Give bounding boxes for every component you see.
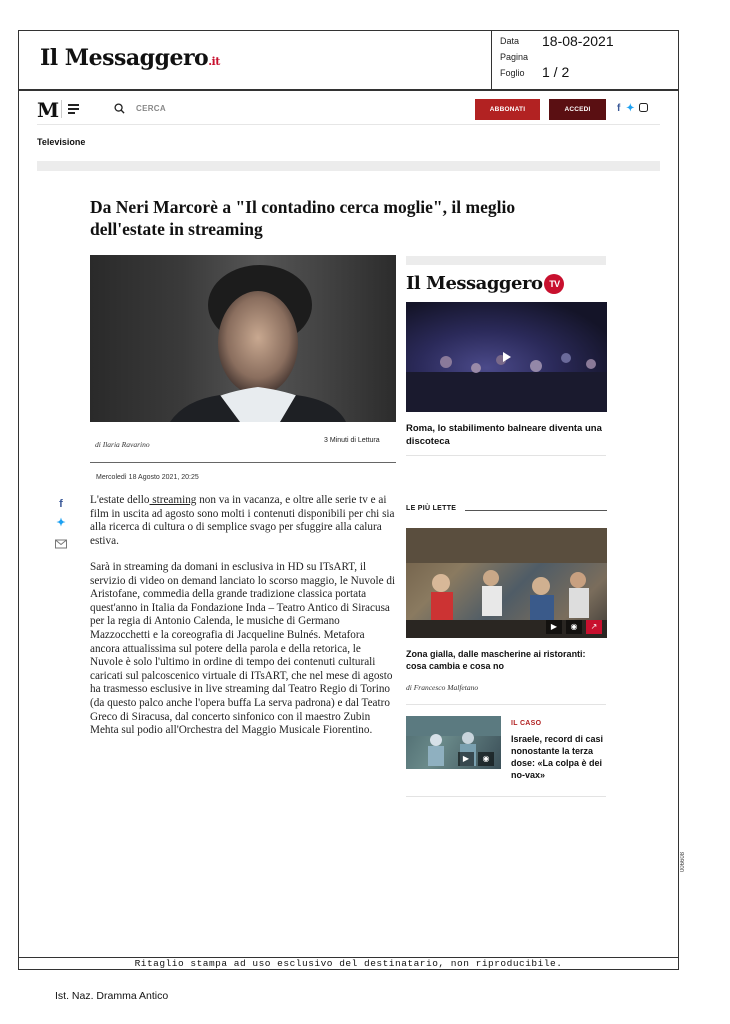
- sidebar-separator: [406, 455, 606, 456]
- twitter-icon[interactable]: ✦: [626, 103, 635, 114]
- foglio-value: 1 / 2: [542, 64, 570, 80]
- facebook-icon[interactable]: f: [617, 103, 621, 114]
- tv-video-title[interactable]: Roma, lo stabilimento balneare diventa una discoteca: [406, 423, 602, 447]
- share-email-icon[interactable]: [55, 539, 67, 549]
- most-read-headline[interactable]: Zona gialla, dalle mascherine ai ristoranti: cosa cambia e cosa no: [406, 649, 586, 671]
- accedi-button[interactable]: ACCEDI: [549, 99, 606, 120]
- nav-divider: [61, 100, 62, 118]
- most-read-heading: LE PIÙ LETTE: [406, 505, 457, 512]
- camera-icon: ◉: [566, 620, 582, 634]
- trending-icon: ↗: [586, 620, 602, 634]
- ad-placeholder-bar: [37, 161, 660, 171]
- search-icon[interactable]: [114, 103, 125, 114]
- clipping-logo: Il Messaggero.it: [40, 45, 220, 71]
- social-links: [617, 103, 648, 114]
- tv-video-thumbnail[interactable]: [406, 302, 607, 412]
- clipping-side-code: 006608: [680, 852, 686, 873]
- abbonati-button[interactable]: ABBONATI: [475, 99, 540, 120]
- article-byline: di Ilaria Ravarino: [95, 440, 150, 449]
- clipping-footer: Ist. Naz. Dramma Antico: [55, 990, 169, 1002]
- most-read-image[interactable]: [406, 528, 607, 638]
- most-read-rule: [465, 510, 607, 511]
- article-date: Mercoledì 18 Agosto 2021, 20:25: [96, 474, 199, 481]
- instagram-icon[interactable]: [639, 103, 648, 112]
- frame-top-line: [18, 90, 679, 91]
- tv-badge: TV: [544, 274, 564, 294]
- sidebar-separator-3: [406, 796, 606, 797]
- clipping-disclaimer: Ritaglio stampa ad uso esclusivo del destinatario, non riproducibile.: [18, 957, 679, 970]
- nav-underline: [37, 124, 660, 125]
- sidebar-separator-2: [406, 704, 606, 705]
- read-time: 3 Minuti di Lettura: [324, 437, 380, 444]
- camera-icon: ◉: [478, 752, 494, 766]
- caso-tag: IL CASO: [511, 720, 542, 727]
- data-value: 18-08-2021: [542, 33, 614, 49]
- data-label: Data: [500, 36, 520, 46]
- menu-icon[interactable]: [68, 104, 79, 116]
- video-icon: ▶: [546, 620, 562, 634]
- streaming-link[interactable]: streaming: [149, 494, 197, 506]
- search-input[interactable]: CERCA: [136, 104, 166, 113]
- article-paragraph-2: Sarà in streaming da domani in esclusiva in HD su ITsART, il servizio di video on demand lanciato lo scorso maggio, le Nuvole di Aristofane, commedia della grande tradizione classica portata quest'anno in Italia da Fondazione Inda – Teatro Antico di Siracusa per la regia di Antonio Calenda, le musiche di Germano Mazzocchetti e la coreografia di Jacqueline Bulnés. Metafora ancora attualissima sul potere della parola e della retorica, le Nuvole è solo l'ultimo in ordine di tempo dei contenuti culturali caricati sul palcoscenico virtuale di ITsART, che nel mese di agosto ha trasmesso esclusive in live streaming dal Teatro Regio di Torino (da questo palco anche l'opera buffa La serva padrona) e dal Teatro Greco di Siracusa, dal concerto sinfonico con il maestro Zubin Mehta sul podio all'Orchestra del Maggio Musicale Fiorentino.: [90, 561, 396, 737]
- video-icon: ▶: [458, 752, 474, 766]
- most-read-byline: di Francesco Malfetano: [406, 683, 479, 692]
- messaggero-tv-logo[interactable]: Il Messaggero TV: [406, 273, 564, 294]
- share-facebook-icon[interactable]: f: [59, 498, 63, 510]
- foglio-label: Foglio: [500, 68, 525, 78]
- sidebar-top-bar: [406, 256, 606, 265]
- pagina-label: Pagina: [500, 52, 529, 62]
- share-twitter-icon[interactable]: ✦: [56, 517, 66, 529]
- caso-image[interactable]: [406, 716, 501, 769]
- article-paragraph-1: L'estate dello streaming non va in vacanza, e oltre alle serie tv e ai film in uscita ad agosto sono molti i contenuti disponibili per chi sia alla ricerca di cultura o di semplice svago per sfuggire alla calura estiva.: [90, 494, 395, 547]
- play-icon: [503, 352, 511, 362]
- site-logo-short[interactable]: M: [37, 98, 60, 122]
- article-title: Da Neri Marcorè a "Il contadino cerca moglie", il meglio dell'estate in streaming: [90, 197, 516, 239]
- section-label[interactable]: Televisione: [37, 137, 86, 147]
- caso-headline[interactable]: Israele, record di casi nonostante la terza dose: «La colpa è dei no-vax»: [511, 734, 604, 780]
- byline-separator: [90, 462, 396, 463]
- article-hero-image: [90, 255, 396, 422]
